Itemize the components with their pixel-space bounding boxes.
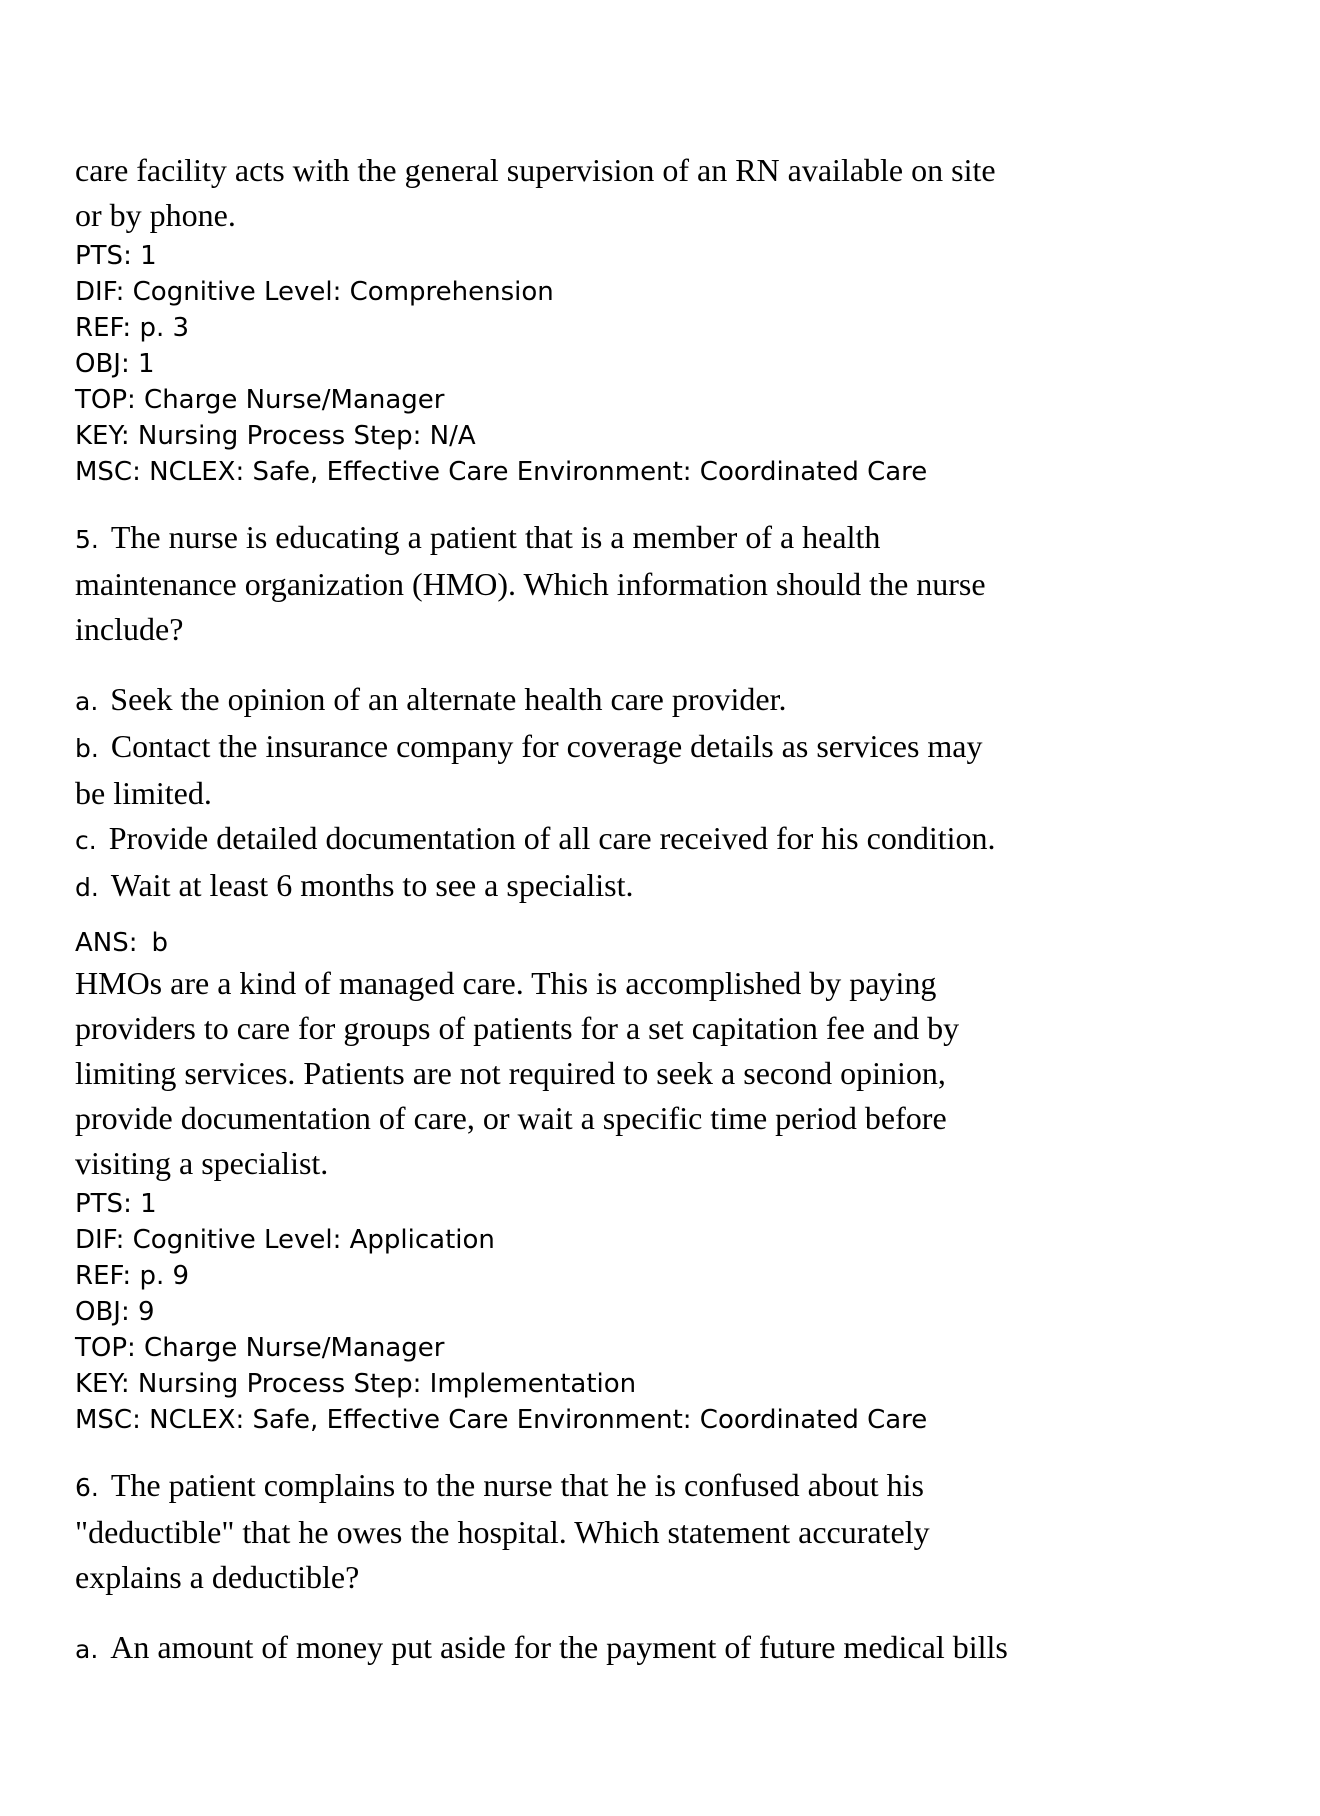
rationale xyxy=(75,961,1265,1186)
meta-obj: OBJ: 9 xyxy=(75,1297,155,1327)
option-text: Provide detailed documentation of all care received for his condition. xyxy=(108,820,996,856)
option-letter: c. xyxy=(75,826,97,855)
question-5 xyxy=(75,515,1265,1438)
question-stem-line xyxy=(75,1463,1265,1510)
option-text: Seek the opinion of an alternate health care provider. xyxy=(110,681,787,717)
option-letter: a. xyxy=(75,1635,99,1664)
question-stem-line: explains a deductible? xyxy=(75,1559,360,1595)
rationale-line: providers to care for groups of patients for a set capitation fee and by xyxy=(75,1010,960,1046)
question-stem-line: "deductible" that he owes the hospital. Which statement accurately xyxy=(75,1514,930,1550)
option-text: An amount of money put aside for the payment of future medical bills xyxy=(110,1629,1008,1665)
question-number: 6. xyxy=(75,1473,99,1502)
meta-msc: MSC: NCLEX: Safe, Effective Care Environment: Coordinated Care xyxy=(75,457,928,487)
answer-label: ANS: xyxy=(75,928,138,958)
option-text: Wait at least 6 months to see a specialist. xyxy=(110,867,634,903)
meta-ref: REF: p. 9 xyxy=(75,1261,190,1291)
prev-question-tail xyxy=(75,148,1265,490)
option-c xyxy=(75,816,1265,863)
option-letter: b. xyxy=(75,734,99,763)
option-letter: a. xyxy=(75,687,99,716)
rationale-line: visiting a specialist. xyxy=(75,1145,329,1181)
question-number: 5. xyxy=(75,525,99,554)
option-b xyxy=(75,724,1265,771)
rationale-line: provide documentation of care, or wait a specific time period before xyxy=(75,1100,947,1136)
question-stem-line xyxy=(75,515,1265,562)
meta-pts: PTS: 1 xyxy=(75,241,157,271)
meta-obj: OBJ: 1 xyxy=(75,349,155,379)
meta-key: KEY: Nursing Process Step: N/A xyxy=(75,421,476,451)
question-6 xyxy=(75,1463,1265,1672)
option-a xyxy=(75,1625,1265,1672)
option-d xyxy=(75,863,1265,910)
meta-dif: DIF: Cognitive Level: Application xyxy=(75,1225,495,1255)
question-5-metadata xyxy=(75,1186,1265,1438)
meta-msc: MSC: NCLEX: Safe, Effective Care Environment: Coordinated Care xyxy=(75,1405,928,1435)
answer-rationale-line: or by phone. xyxy=(75,197,236,233)
meta-top: TOP: Charge Nurse/Manager xyxy=(75,1333,445,1363)
question-stem-line: maintenance organization (HMO). Which information should the nurse xyxy=(75,566,986,602)
answer-value: b xyxy=(151,928,169,958)
meta-key: KEY: Nursing Process Step: Implementation xyxy=(75,1369,637,1399)
option-a xyxy=(75,677,1265,724)
option-b-continuation: be limited. xyxy=(75,775,212,811)
rationale-line: HMOs are a kind of managed care. This is accomplished by paying xyxy=(75,965,937,1001)
answer-options xyxy=(75,677,1265,910)
option-text: Contact the insurance company for coverage details as services may xyxy=(110,728,983,764)
question-text: The nurse is educating a patient that is a member of a health xyxy=(110,519,881,555)
meta-ref: REF: p. 3 xyxy=(75,313,190,343)
meta-dif: DIF: Cognitive Level: Comprehension xyxy=(75,277,554,307)
meta-top: TOP: Charge Nurse/Manager xyxy=(75,385,445,415)
meta-pts: PTS: 1 xyxy=(75,1189,157,1219)
answer-options xyxy=(75,1625,1265,1672)
question-stem-line: include? xyxy=(75,611,184,647)
answer-rationale-line: care facility acts with the general supervision of an RN available on site xyxy=(75,152,996,188)
rationale-line: limiting services. Patients are not required to seek a second opinion, xyxy=(75,1055,946,1091)
question-text: The patient complains to the nurse that he is confused about his xyxy=(110,1467,924,1503)
option-letter: d. xyxy=(75,873,99,902)
answer-line xyxy=(75,925,1265,961)
